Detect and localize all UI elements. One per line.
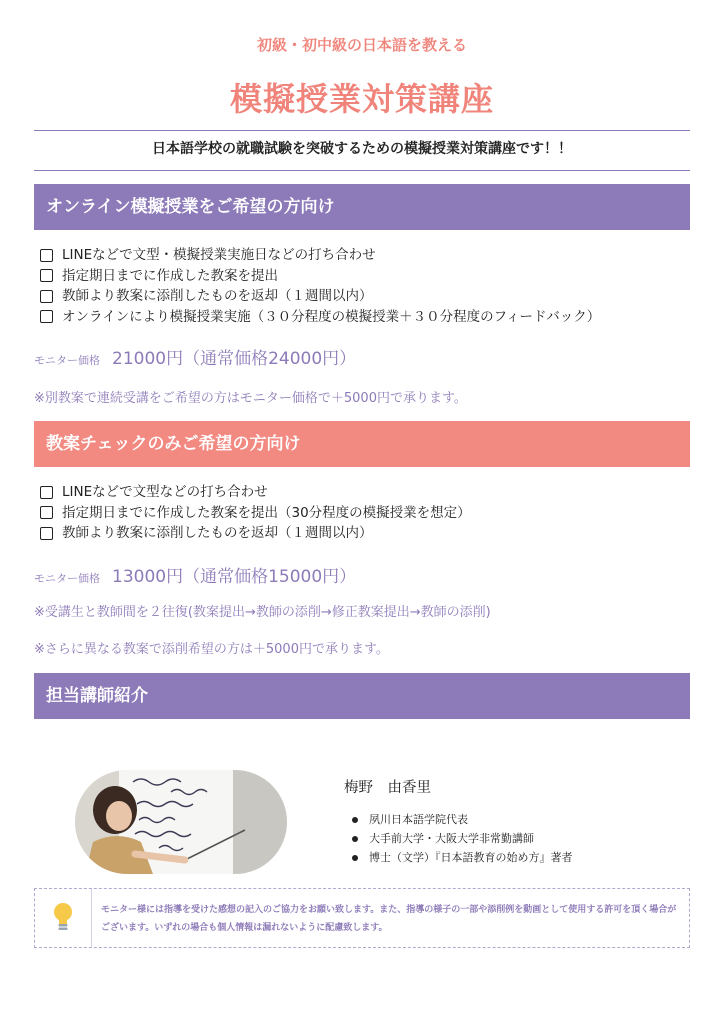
- checklist-item: [40, 503, 471, 524]
- checklist-item-text: オンラインにより模擬授業実施（３０分程度の模擬授業＋３０分程度のフィードバック）: [62, 308, 601, 325]
- checkbox-icon: [40, 486, 53, 499]
- price-label: モニター価格: [34, 354, 100, 367]
- divider-bottom: [34, 170, 690, 171]
- instructor-name: 梅野 由香里: [344, 780, 431, 796]
- checkbox-icon: [40, 249, 53, 262]
- divider-top: [34, 130, 690, 131]
- online-section-heading: オンライン模擬授業をご希望の方向け: [34, 184, 690, 230]
- check-note-roundtrip: ※受講生と教師間を２往復(教案提出→教師の添削→修正教案提出→教師の添削): [34, 605, 491, 620]
- online-note: ※別教案で連続受講をご希望の方はモニター価格で＋5000円で承ります。: [34, 391, 467, 406]
- check-section-heading: 教案チェックのみご希望の方向け: [34, 421, 690, 467]
- instructor-photo: [75, 770, 287, 874]
- checklist-item-text: LINEなどで文型などの打ち合わせ: [62, 484, 268, 500]
- notice-divider: [91, 889, 92, 947]
- checkbox-icon: [40, 506, 53, 519]
- bio-item: [352, 848, 573, 867]
- checklist-item-text: LINEなどで文型・模擬授業実施日などの打ち合わせ: [62, 247, 376, 263]
- notice-box: [34, 888, 690, 948]
- lightbulb-icon: [51, 901, 75, 937]
- price-value: 13000円（通常価格15000円）: [112, 567, 357, 587]
- check-checklist: [40, 482, 471, 544]
- page-title: 模擬授業対策講座: [229, 80, 494, 118]
- instructor-section-heading: 担当講師紹介: [34, 673, 690, 719]
- checklist-item-text: 指定期日までに作成した教案を提出: [62, 267, 278, 284]
- tagline: 日本語学校の就職試験を突破するための模擬授業対策講座です！！: [152, 141, 572, 157]
- checklist-item: [40, 307, 600, 328]
- checkbox-icon: [40, 310, 53, 323]
- price-label: モニター価格: [34, 572, 100, 585]
- checkbox-icon: [40, 269, 53, 282]
- checklist-item-text: 指定期日までに作成した教案を提出（30分程度の模擬授業を想定）: [62, 504, 471, 521]
- checkbox-icon: [40, 527, 53, 540]
- notice-text: モニター様には指導を受けた感想の記入のご協力をお願い致します。また、指導の様子の一部や添削例を動画として使用する許可を頂く場合がございます。いずれの場合も個人情報は漏れないように配慮致します。: [101, 905, 677, 933]
- check-note-extra: ※さらに異なる教案で添削希望の方は＋5000円で承ります。: [34, 642, 389, 657]
- page-subtitle: 初級・初中級の日本語を教える: [256, 36, 467, 54]
- checklist-item-text: 教師より教案に添削したものを返却（１週間以内）: [62, 525, 373, 541]
- bio-item: [352, 829, 573, 848]
- checklist-item: [40, 286, 600, 307]
- check-price: [34, 562, 356, 587]
- price-value: 21000円（通常価格24000円）: [112, 349, 357, 369]
- bullet-icon: [352, 817, 358, 823]
- online-price: [34, 344, 356, 369]
- checklist-item: [40, 266, 600, 287]
- online-checklist: [40, 245, 600, 327]
- instructor-bio: [352, 810, 573, 867]
- bio-item: [352, 810, 573, 829]
- checklist-item: [40, 245, 600, 266]
- bio-item-text: 大手前大学・大阪大学非常勤講師: [369, 832, 534, 845]
- checklist-item: [40, 482, 471, 503]
- bio-item-text: 博士（文学）『日本語教育の始め方』著者: [369, 851, 573, 864]
- checkbox-icon: [40, 290, 53, 303]
- bullet-icon: [352, 855, 358, 861]
- checklist-item-text: 教師より教案に添削したものを返却（１週間以内）: [62, 288, 373, 304]
- checklist-item: [40, 523, 471, 544]
- instructor-photo-illustration: [75, 770, 287, 874]
- bullet-icon: [352, 836, 358, 842]
- bio-item-text: 夙川日本語学院代表: [369, 813, 468, 826]
